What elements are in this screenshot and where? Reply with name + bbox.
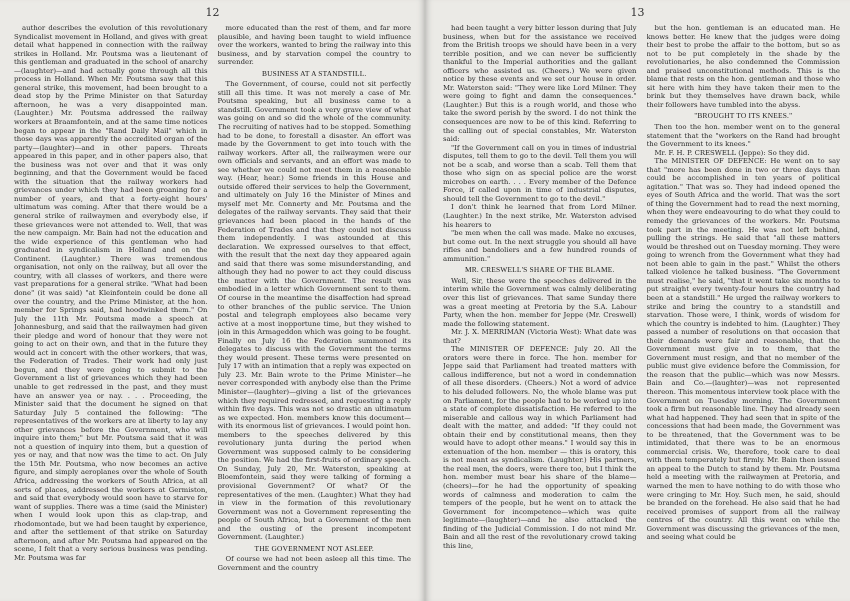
paragraph: Then too the hon. member went on to the general statement that the "workers on the Rand had brought the Government to its knees."	[646, 123, 840, 149]
paragraph: more educated than the rest of them, and far more plausible, and having been taught to wield influence over the workers, wanted to bring the railway into this business, and by starvation compel the country to surrender.	[217, 24, 411, 67]
speaker-paragraph: The MINISTER OF DEFENCE: July 20. All the orators were there in force. The hon. member for Jeppe said that Parliament had treated matters with callous indifference, but not a word in condemnation of all these disorders. (Cheers.) Not a word of advice to his deluded followers. No, the whole blame was put on Parliament, for the people had to be worked up into a state of complete dissatisfaction. He referred to the miserable and callous way in which Parliament had dealt with the matter, and added: "If they could not obtain their end by constitutional means, then they would have to adopt other means." I would say this in extenuation of the hon. member — this is oratory, this is not meant as syndicalism. (Laughter.) His partners, the real men, the doers, were there too, but I think the hon. member must bear his share of the blame—(cheers)—for he had the opportunity of speaking words of calmness and moderation to calm the tempers of the people, but he went on to attack the Government for incompetence—which was quite legitimate—(laughter)—and he also attacked the finding of the Judicial Commission. I do not mind Mr. Bain and all the rest of the revolutionary crowd taking this line,	[443, 345, 637, 550]
section-heading: "BROUGHT TO ITS KNEES."	[694, 111, 793, 121]
paragraph: Well, Sir, these were the speeches delivered in the interim while the Government was calmly deliberating over this list of grievances. That same Sunday there was a great meeting at Pretoria by the S.A. Labour Party, when the hon. member for Jeppe (Mr. Creswell) made the following statement.	[443, 276, 637, 328]
paragraph: but the hon. gentleman is an educated man. He knows better. He knew that the judges were doing their best to probe the affair to the bottom, but so as not to be put completely in the shade by the revolutionaries, he also condemned the Commission and praised unconstitutional methods. This is the blame that rests on the hon. gentleman and those who sit here with him they have taken their men to the brink but they themselves have drawn back, while their followers have tumbled into the abyss.	[646, 24, 840, 109]
speaker-paragraph: The MINISTER OF DEFENCE: He went on to say that "more has been done in two or three days than could be accomplished in ten years of political agitation." That was so. They had indeed opened the eyes of South Africa and the world. That was the sort of thing the Government had to read the next morning, when they were endeavouring to do what they could to remedy the grievances of the workers. Mr. Poutsma took part in the meeting. He was not left behind, pulling the strings. He said that "all these matters would be threshed out on Tuesday morning. They were going to wrench from the Government what they had not been able to gain in the past." Whilst the others talked violence he talked business. "The Government must realise," he said, "that it went take six months to put straight every twenty-four hours the country had been at a standstill." He urged the railway workers to strike and bring the country to a standstill and starvation. Those were, I think, words of wisdom for which the country is indebted to him. (Laughter.) They passed a number of resolutions on that occasion that their demands were fair and reasonable, that the Government must give in to them, that the Government must resign, and that no member of the public must give evidence before the Commission, for the reason that the public—which was now Messrs. Bain and Co.—(laughter)—was not represented thereon. This momentous interview took place with the Government on Tuesday morning. The Government took a firm but reasonable line. They had already seen what had happened. They had seen that in spite of the concessions that had been made, the Government was to be threatened, that the Government was to be intimidated, that there was to be an enormous commercial crisis. We, therefore, took care to deal with them temperately but firmly. Mr. Bain then issued an appeal to the Dutch to stand by them. Mr. Poutsma held a meeting with the railwaymen at Pretoria, and warned the men to have nothing to do with those who were cringing to Mr. Hoy. Such men, he said, should be branded on the forehead. He also said that he had received promises of support from all the railway centres of the country. All this went on while the Government was discussing the grievances of the men, and seeing what could be	[646, 157, 840, 542]
column	[443, 24, 637, 595]
column	[218, 24, 412, 595]
section-heading: BUSINESS AT A STANDSTILL.	[262, 68, 367, 78]
paragraph: author describes the evolution of this revolutionary Syndicalist movement in Holland, and gives with great detail what happened in connection with the railway strikes in Holland. Mr. Poutsma was a lieutenant of this gentleman and graduated in the school of anarchy—(laughter)—and had actually gone through all this process in Holland. When Mr. Poutsma saw that this general strike, this movement, had been brought to a dead stop by the Prime Minister on that Saturday afternoon, he was a very disappointed man. (Laughter.) Mr. Poutsma addressed the railway workers at Braamfontein, and at the same time notices began to appear in the "Rand Daily Mail" which in those days was apparently the accredited organ of the party—(laughter)—and in other papers. Threats appeared in this paper, and in other papers also, that the business was not over and that it was only beginning, and that the Government would be faced with the situation that the railway workers had grievances under which they had been groaning for a number of years, and that a forty-eight hours' ultimatum was coming. After that there would be a general strike of railwaymen and everybody else, if these grievances were not attended to. Well, that was the new campaign. Mr. Bain had not the education and the wide experience of this gentleman who had graduated in syndicalism in Holland and on the Continent. (Laughter.) There was tremendous organisation, not only on the railway, but all over the country, with all classes of workers, and there were vast preparations for a general strike. "What had been done" (it was said) "at Kleinfontein could be done all over the country, and the Prime Minister, at the hon. member for Springs said, had hoodwinked them." On July the 11th Mr. Poutsma made a speech at Johannesburg, and said that the railwaymen had given their pledge and word of honour that they were not going to act on their own, and that in the future they would act in concert with the other workers, that was, the Federation of Trades. Their work had only just begun, and they were going to submit to the Government a list of grievances which they had been unable to get redressed in the past, and they must have an answer yea or nay. . . . Proceeding, the Minister said that the document he signed on that Saturday July 5 contained the following: "The representatives of the workers are at liberty to lay any other grievances before the Government, who will inquire into them;" but Mr. Poutsma said that it was not a question of inquiry into them, but a question of yes or nay, and that now was the time to act. On July the 15th Mr. Poutsma, who now becomes an active figure, and simply aeroplanes over the whole of South Africa, addressing the workers of South Africa, at all sorts of places, addressed the workers at Germiston, and said that everybody would soon have to starve for want of supplies. There was a time (said the Minister) when I would look upon this as clap-trap, and rhodomontade, but we had been taught by experience, and after the settlement of that strike on Saturday afternoon, and after Mr. Poutsma had appeared on the scene, I felt that a very serious business was pending. Mr. Poutsma was far	[14, 24, 208, 562]
paragraph: "be men when the call was made. Make no excuses, but come out. In the next struggle you should all have rifles and bandoliers and a few hundred rounds of ammunition."	[443, 229, 637, 263]
page-number: 12	[205, 6, 220, 19]
columns	[14, 24, 411, 595]
speaker-paragraph: Mr. J. X. MERRIMAN (Victoria West): What date was that?	[443, 328, 637, 345]
paragraph: The Government, of course, could not sit perfectly still all this time. It was not merely a case of Mr. Poutsma speaking, but all business came to a standstill. Government took a very grave view of what was going on and so did the whole of the community. The recruiting of natives had to be stopped. Something had to be done, to forestall a disaster. An effort was made by the Government to get into touch with the railway workers. After all, the railwaymen were our own officials and servants, and an effort was made to see whether we could not meet them in a reasonable way. (Hear, hear.) Some friends in this House and outside offered their services to help the Government, and ultimately on July 16 the Minister of Mines and myself met Mr. Connerty and Mr. Poutsma and the delegates of the railway servants. They said that their grievances had been placed in the hands of the Federation of Trades and that they could not discuss them independently. I was astounded at this declaration. We expressed ourselves to that effect, with the result that the next day they appeared again and said that there was some misunderstanding, and although they had no power to act they could discuss the matter with the Government. The result was embodied in a letter which Government sent to them. Of course in the meantime the disaffection had spread to other branches of the public service. The Union postal and telegraph employees also became very active at a most inopportune time, but they wished to join in this Armageddon which was going to be fought. Finally on July 16 the Federation summoned its delegates to discuss with the Government the terms they would present. These terms were presented on July 17 with an intimation that a reply was expected on July 23. Mr. Bain wrote to the Prime Minister—he never corresponded with anybody else than the Prime Minister—(laughter)—giving a list of the grievances which they required redressed, and requesting a reply within five days. This was not so drastic an ultimatum as we expected. Hon. members know this document—with its enormous list of grievances. I would point hon. members to the speeches delivered by this revolutionary junta during the period when Government was supposed calmly to be considering the position. We had the first-fruits of ordinary speech. On Sunday, July 20, Mr. Waterston, speaking at Bloemfontein, said they were talking of forming a provisional Government? Of what? Of the representatives of the men. (Laughter.) What they had in view in the formation of this revolutionary Government was not a Government representing the people of South Africa, but a Government of the men and the ousting of the present incompetent Government. (Laughter.)	[217, 80, 411, 542]
column	[14, 24, 208, 595]
section-heading: THE GOVERNMENT NOT ASLEEP.	[254, 543, 374, 553]
speaker-paragraph: Mr. F. H. P. CRESWELL (Jeppe): So they did.	[654, 148, 810, 157]
columns	[443, 24, 840, 595]
paragraph: I don't think he learned that from Lord Milner. (Laughter.) In the next strike, Mr. Waterston advised his hearers to	[443, 203, 637, 229]
right-page	[425, 0, 850, 601]
paragraph: had been taught a very bitter lesson during that July business, when but for the assistance we received from the British troops we should have been in a very terrible position, and we can never be sufficiently thankful to the Imperial authorities and the gallant officers who assisted us. (Cheers.) We were given notice by these events and we set our house in order. Mr. Waterston said: "They were like Lord Milner. They were going to fight and damn the consequences." (Laughter.) But this is a rough world, and those who take the sword perish by the sword. I do not think the consequences are now to be of this kind. Referring to the calling out of special constables, Mr. Waterston said:	[443, 24, 637, 144]
section-heading: MR. CRESWELL'S SHARE OF THE BLAME.	[465, 265, 615, 275]
page-number: 13	[630, 6, 645, 19]
paragraph: Of course we had not been asleep all this time. The Government and the country	[217, 555, 411, 572]
paragraph: "If the Government call on you in times of industrial disputes, tell them to go to the devil. Tell them you will not be a scab, and worse than a scab. Tell them that those who sign on as special police are the worst microbes on earth. . . . Every member of the Defence Force, if called upon in time of industrial disputes, should tell the Government to go to the devil."	[443, 143, 637, 203]
column	[647, 24, 841, 595]
